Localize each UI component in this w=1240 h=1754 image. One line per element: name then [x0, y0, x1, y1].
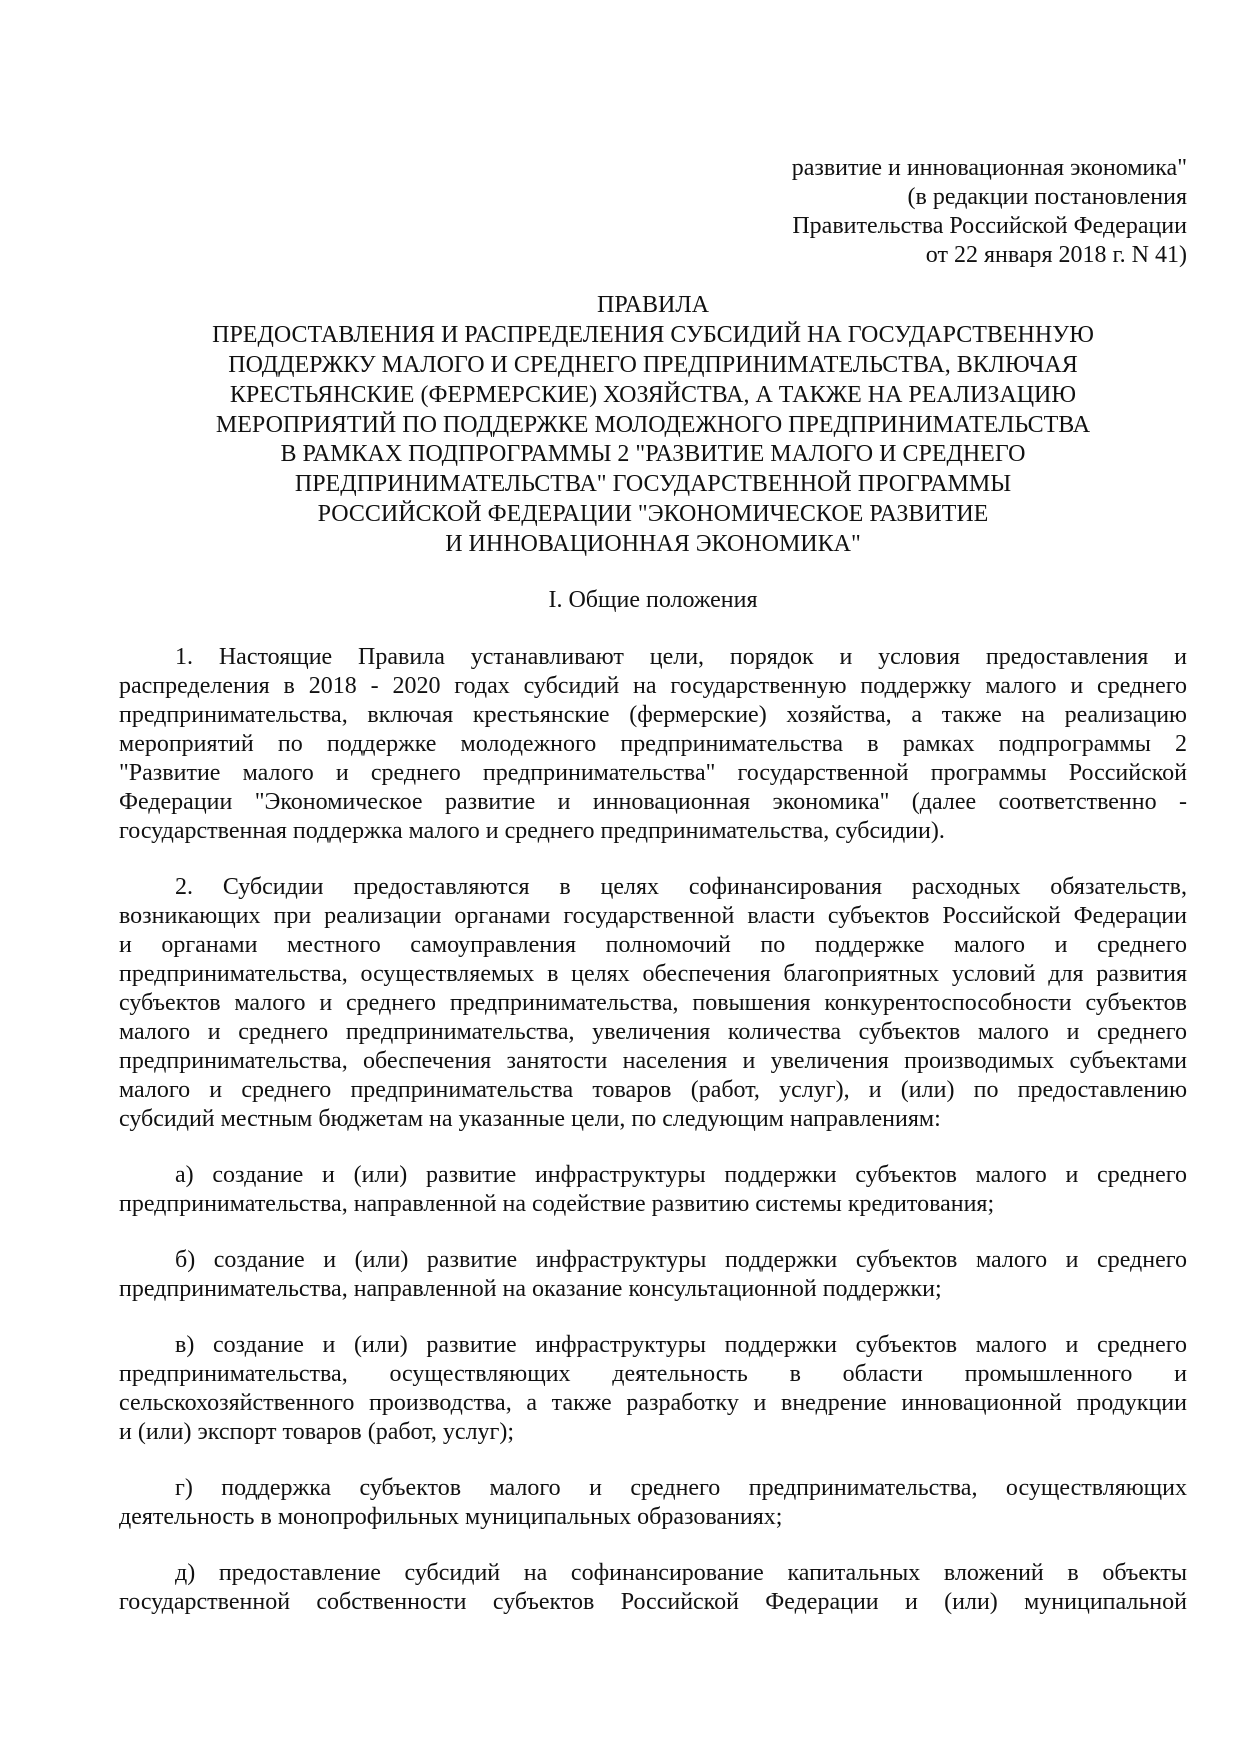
paragraph-line: мероприятий по поддержке молодежного предпринимательства в рамках подпрограммы 2: [119, 731, 1187, 757]
title-line: ПРЕДОСТАВЛЕНИЯ И РАСПРЕДЕЛЕНИЯ СУБСИДИЙ НА ГОСУДАРСТВЕННУЮ: [212, 321, 1094, 348]
title-line: РОССИЙСКОЙ ФЕДЕРАЦИИ "ЭКОНОМИЧЕСКОЕ РАЗВИТИЕ: [317, 501, 989, 528]
paragraph-line: Федерации "Экономическое развитие и инновационная экономика" (далее соответственно -: [119, 789, 1187, 815]
paragraph-line: 1. Настоящие Правила устанавливают цели, порядок и условия предоставления и: [175, 644, 1187, 670]
paragraph-line: а) создание и (или) развитие инфраструктуры поддержки субъектов малого и среднего: [175, 1162, 1187, 1188]
paragraph: [119, 1161, 1187, 1219]
paragraph-line: предпринимательства, обеспечения занятости населения и увеличения производимых субъектами: [119, 1048, 1187, 1074]
paragraph-line: и (или) экспорт товаров (работ, услуг);: [119, 1419, 515, 1445]
paragraph-line: распределения в 2018 - 2020 годах субсидий на государственную поддержку малого и среднего: [119, 673, 1187, 699]
paragraph-line: в) создание и (или) развитие инфраструктуры поддержки субъектов малого и среднего: [175, 1332, 1187, 1358]
paragraph: [119, 643, 1187, 846]
document-body: [119, 643, 1187, 1644]
paragraph-line: "Развитие малого и среднего предпринимательства" государственной программы Российской: [119, 760, 1187, 786]
title-line: КРЕСТЬЯНСКИЕ (ФЕРМЕРСКИЕ) ХОЗЯЙСТВА, А ТАКЖЕ НА РЕАЛИЗАЦИЮ: [229, 381, 1077, 408]
header-line: Правительства Российской Федерации: [792, 213, 1187, 239]
paragraph-line: субъектов малого и среднего предпринимательства, повышения конкурентоспособности субъектов: [119, 990, 1187, 1016]
paragraph-line: деятельность в монопрофильных муниципальных образованиях;: [119, 1504, 783, 1530]
paragraph-line: предпринимательства, направленной на оказание консультационной поддержки;: [119, 1276, 942, 1302]
paragraph: [119, 1246, 1187, 1304]
header-line: развитие и инновационная экономика": [791, 155, 1187, 181]
paragraph: [119, 1474, 1187, 1532]
paragraph-line: 2. Субсидии предоставляются в целях софинансирования расходных обязательств,: [175, 874, 1187, 900]
paragraph-line: малого и среднего предпринимательства товаров (работ, услуг), и (или) по предоставлению: [119, 1077, 1187, 1103]
paragraph-line: предпринимательства, осуществляющих деятельность в области промышленного и: [119, 1361, 1187, 1387]
paragraph: [119, 1331, 1187, 1447]
paragraph-line: предпринимательства, включая крестьянские (фермерские) хозяйства, а также на реализацию: [119, 702, 1187, 728]
paragraph-line: государственной собственности субъектов Российской Федерации и (или) муниципальной: [119, 1589, 1187, 1615]
title-line: ПОДДЕРЖКУ МАЛОГО И СРЕДНЕГО ПРЕДПРИНИМАТЕЛЬСТВА, ВКЛЮЧАЯ: [228, 351, 1078, 378]
title-line: В РАМКАХ ПОДПРОГРАММЫ 2 "РАЗВИТИЕ МАЛОГО И СРЕДНЕГО: [280, 441, 1026, 468]
paragraph-line: г) поддержка субъектов малого и среднего предпринимательства, осуществляющих: [175, 1475, 1187, 1501]
title-line: И ИННОВАЦИОННАЯ ЭКОНОМИКА": [445, 531, 861, 558]
document-header-note: [119, 154, 1187, 270]
title-line: МЕРОПРИЯТИЙ ПО ПОДДЕРЖКЕ МОЛОДЕЖНОГО ПРЕДПРИНИМАТЕЛЬСТВА: [215, 411, 1091, 438]
title-line: ПРЕДПРИНИМАТЕЛЬСТВА" ГОСУДАРСТВЕННОЙ ПРОГРАММЫ: [294, 471, 1012, 498]
document-title: [119, 291, 1187, 560]
header-line: от 22 января 2018 г. N 41): [925, 242, 1187, 268]
paragraph-line: б) создание и (или) развитие инфраструктуры поддержки субъектов малого и среднего: [175, 1247, 1187, 1273]
paragraph: [119, 873, 1187, 1134]
title-line: ПРАВИЛА: [597, 292, 709, 318]
paragraph-line: и органами местного самоуправления полномочий по поддержке малого и среднего: [119, 932, 1187, 958]
paragraph-line: предпринимательства, осуществляемых в целях обеспечения благоприятных условий для развития: [119, 961, 1187, 987]
paragraph-line: малого и среднего предпринимательства, увеличения количества субъектов малого и среднего: [119, 1019, 1187, 1045]
paragraph-line: государственная поддержка малого и среднего предпринимательства, субсидии).: [119, 818, 945, 844]
paragraph-line: предпринимательства, направленной на содействие развитию системы кредитования;: [119, 1191, 995, 1217]
section-heading: I. Общие положения: [548, 587, 758, 613]
paragraph-line: сельскохозяйственного производства, а также разработку и внедрение инновационной продукции: [119, 1390, 1187, 1416]
paragraph-line: д) предоставление субсидий на софинансирование капитальных вложений в объекты: [175, 1560, 1187, 1586]
paragraph-line: субсидий местным бюджетам на указанные цели, по следующим направлениям:: [119, 1106, 941, 1132]
paragraph: [119, 1559, 1187, 1617]
header-line: (в редакции постановления: [907, 184, 1187, 210]
paragraph-line: возникающих при реализации органами государственной власти субъектов Российской Федерации: [119, 903, 1187, 929]
